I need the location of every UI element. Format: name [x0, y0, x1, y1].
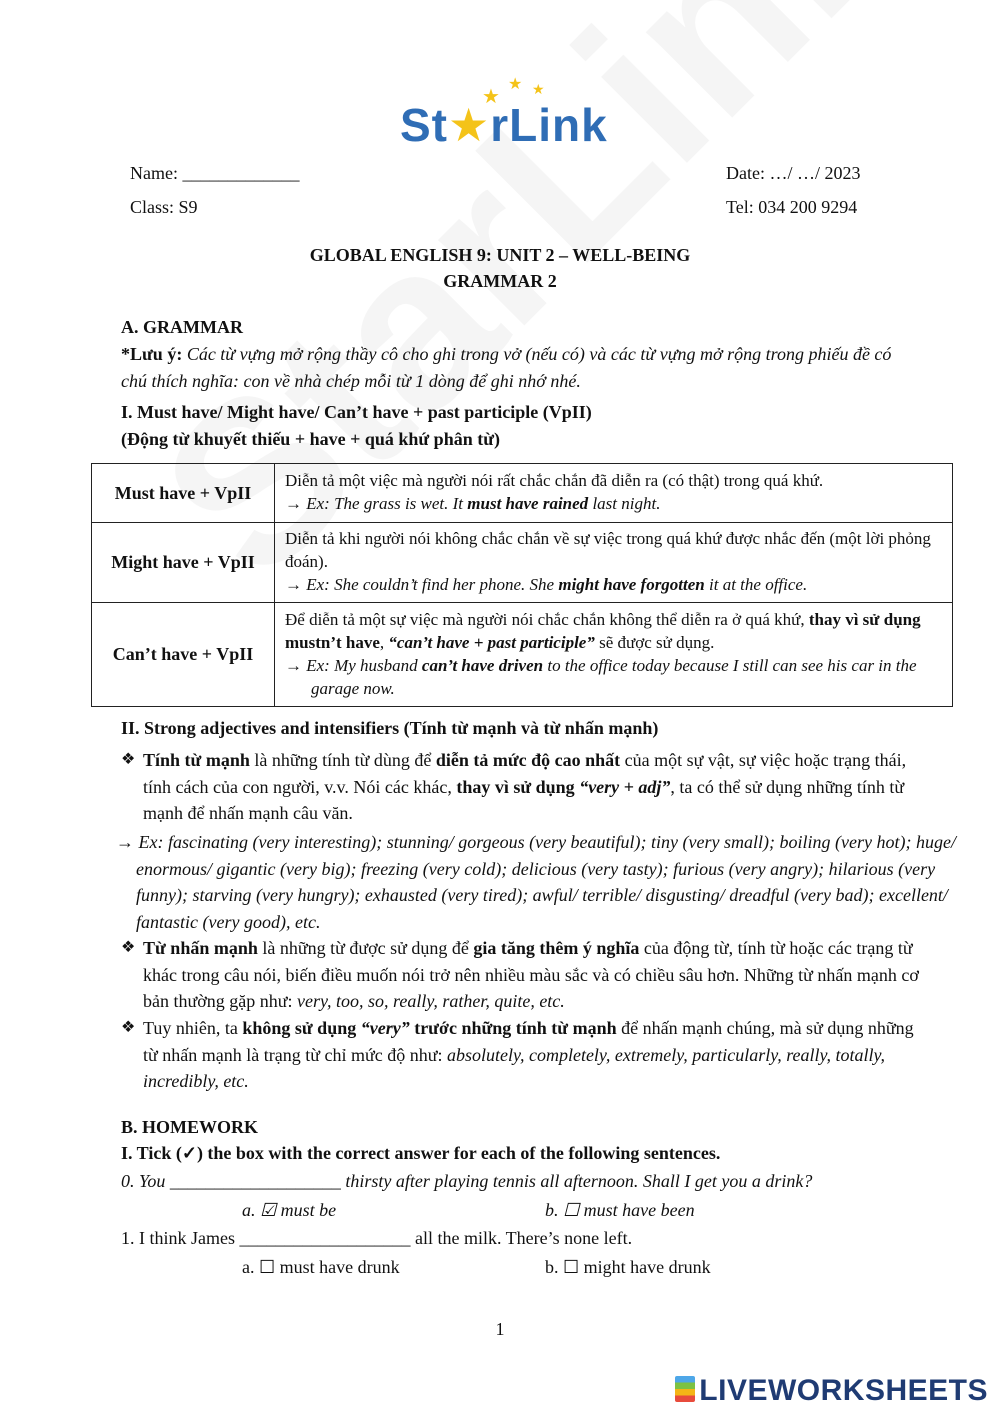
intensifier-list: very, too, so, really, rather, quite, etc. [297, 991, 565, 1011]
diamond-bullet-icon: ❖ [121, 751, 136, 768]
example-text: Ex: My husband [306, 655, 422, 675]
description-text [285, 608, 942, 654]
text: của một sự vật, sự việc hoặc trạng thái, tính cách của con người, v.v. Nói các khác, [143, 750, 907, 797]
example-text: Ex: The grass is wet. It [306, 494, 468, 513]
formula: “very” [356, 1018, 410, 1038]
example-text-end: last night. [588, 494, 661, 513]
example-text-end: it at the office. [704, 575, 808, 594]
description-part: Để diễn tả một sự việc mà người nói chắc chắn không thể diễn ra ở quá khứ, [285, 609, 809, 629]
bullet-very-usage [121, 1015, 923, 1095]
emphasis: không sử dụng [242, 1018, 357, 1038]
diamond-bullet-icon: ❖ [121, 1019, 136, 1036]
emphasis: thay vì sử dụng [456, 776, 575, 797]
example-text-end: to the office today because I still can see his car in the garage now. [311, 655, 917, 698]
section-a-heading: A. GRAMMAR [121, 317, 243, 337]
description-text: Diễn tả một việc mà người nói rất chắc chắn đã diễn ra (có thật) trong quá khứ. [285, 471, 824, 490]
example-highlight: must have rained [467, 494, 589, 513]
page-number: 1 [495, 1319, 505, 1339]
grammar-table [91, 463, 953, 707]
row-description [275, 523, 953, 603]
description-end: sẽ được sử dụng. [594, 632, 715, 652]
note-text: Các từ vựng mở rộng thầy cô cho ghi trong vở (nếu có) và các từ vựng mở rộng trong phiếu đề có chú thích nghĩa: con về nhà chép mỗi từ 1 dòng để ghi nhớ nhé. [121, 344, 892, 391]
footer-brand-text: LIVEWORKSHEETS [699, 1374, 988, 1407]
text: là những tính từ dùng để [249, 750, 436, 770]
starlink-logo [400, 78, 630, 150]
diamond-bullet-icon: ❖ [121, 939, 136, 956]
table-row [92, 464, 953, 523]
exercise-instruction: I. Tick (✓) the box with the correct answer for each of the following sentences. [121, 1143, 721, 1163]
table-row [92, 523, 953, 603]
bullet-intensifiers [121, 935, 923, 1015]
example-highlight: might have forgotten [558, 575, 705, 594]
part1-subheading: (Động từ khuyết thiếu + have + quá khứ phân từ) [121, 429, 501, 449]
q1-option-b[interactable]: b. ☐ might have drunk [545, 1257, 711, 1277]
part2-heading: II. Strong adjectives and intensifiers (Tính từ mạnh và từ nhấn mạnh) [121, 718, 659, 738]
part1-heading: I. Must have/ Might have/ Can’t have + past participle (VpII) [121, 402, 592, 422]
section-b-heading: B. HOMEWORK [121, 1117, 259, 1137]
text: Tuy nhiên, ta [143, 1018, 243, 1038]
text: , ta có thể sử dụng những tính từ mạnh để nhấn mạnh câu văn. [143, 776, 905, 823]
term: Từ nhấn mạnh [143, 938, 258, 958]
date-field: Date: …/ …/ 2023 [726, 163, 861, 183]
text: là những từ được sử dụng để [257, 938, 474, 958]
logo-text-end: rLink [490, 99, 608, 151]
text: của động từ, tính từ hoặc các trạng từ khác trong câu nói, biến điều muốn nói trở nên nhiều màu sắc và có chiều sâu hơn. Những từ nhấn mạnh cơ bản thường gặp như: [143, 938, 919, 1011]
liveworksheets-logo [675, 1374, 988, 1408]
q0-option-b[interactable]: b. ☐ must have been [545, 1200, 695, 1220]
example-highlight: can’t have driven [421, 655, 544, 675]
page-subtitle: GRAMMAR 2 [443, 271, 557, 291]
example-line: → Ex: My husband can’t have driven to the office today because I still can see his car in the garage now. [285, 655, 917, 698]
example-line: → Ex: The grass is wet. It must have rained last night. [285, 494, 661, 513]
table-row [92, 603, 953, 707]
q1-option-a[interactable]: a. ☐ must have drunk [242, 1257, 400, 1277]
liveworksheets-icon [675, 1376, 695, 1402]
row-description [275, 603, 953, 707]
text: để nhấn mạnh chúng, mà sử dụng những từ nhấn mạnh là trạng từ chỉ mức độ như: [143, 1018, 914, 1065]
formula: “very + adj” [574, 776, 671, 797]
term: Tính từ mạnh [143, 750, 250, 770]
class-field: Class: S9 [130, 197, 198, 217]
bullet-strong-adjectives [121, 747, 923, 827]
example-line: → Ex: She couldn’t find her phone. She might have forgotten it at the office. [285, 575, 808, 594]
row-label: Can’t have + VpII [92, 603, 275, 707]
examples-block [116, 829, 956, 935]
tel-field: Tel: 034 200 9294 [726, 197, 858, 217]
examples-text: Ex: fascinating (very interesting); stunning/ gorgeous (very beautiful); tiny (very small); boiling (very hot); huge/ enormous/ gigantic (very big); freezing (very cold); delicious (very tasty); furious (very angry); hilarious (very funny); starving (very hungry); exhausted (very tired); awful/ terrible/ disgusting/ dreadful (very bad); excellent/ fantastic (very good), etc. [136, 832, 956, 932]
question-1: 1. I think James ___________________ all the milk. There’s none left. [121, 1228, 633, 1248]
note-label: *Lưu ý: [121, 344, 183, 364]
star-icon: ★ [448, 99, 491, 151]
note-paragraph [121, 341, 921, 394]
question-0: 0. You ___________________ thirsty after playing tennis all afternoon. Shall I get you a drink? [121, 1171, 813, 1191]
row-label: Might have + VpII [92, 523, 275, 603]
row-description [275, 464, 953, 523]
description-formula: “can’t have + past participle” [388, 632, 595, 652]
example-text: Ex: She couldn’t find her phone. She [306, 575, 559, 594]
emphasis: trước những tính từ mạnh [409, 1018, 617, 1038]
emphasis: diễn tả mức độ cao nhất [435, 750, 621, 770]
q0-option-a[interactable]: a. ☑ must be [242, 1200, 337, 1220]
adverb-list: absolutely, completely, extremely, particularly, really, totally, incredibly, etc. [143, 1044, 886, 1091]
description-bold: thay vì sử dụng mustn’t have [285, 609, 921, 652]
description-comma: , [379, 632, 389, 652]
page-title: GLOBAL ENGLISH 9: UNIT 2 – WELL-BEING [309, 245, 691, 265]
description-text: Diễn tả khi người nói không chắc chắn về sự việc trong quá khứ được nhắc đến (một lời phỏng đoán). [285, 529, 931, 571]
logo-text-start: St [400, 99, 448, 151]
arrow-icon: → [116, 832, 139, 852]
row-label: Must have + VpII [92, 464, 275, 523]
stars-icon: ★ ★ ★ [482, 76, 545, 108]
emphasis: gia tăng thêm ý nghĩa [473, 938, 640, 958]
name-field: Name: _____________ [130, 163, 300, 183]
